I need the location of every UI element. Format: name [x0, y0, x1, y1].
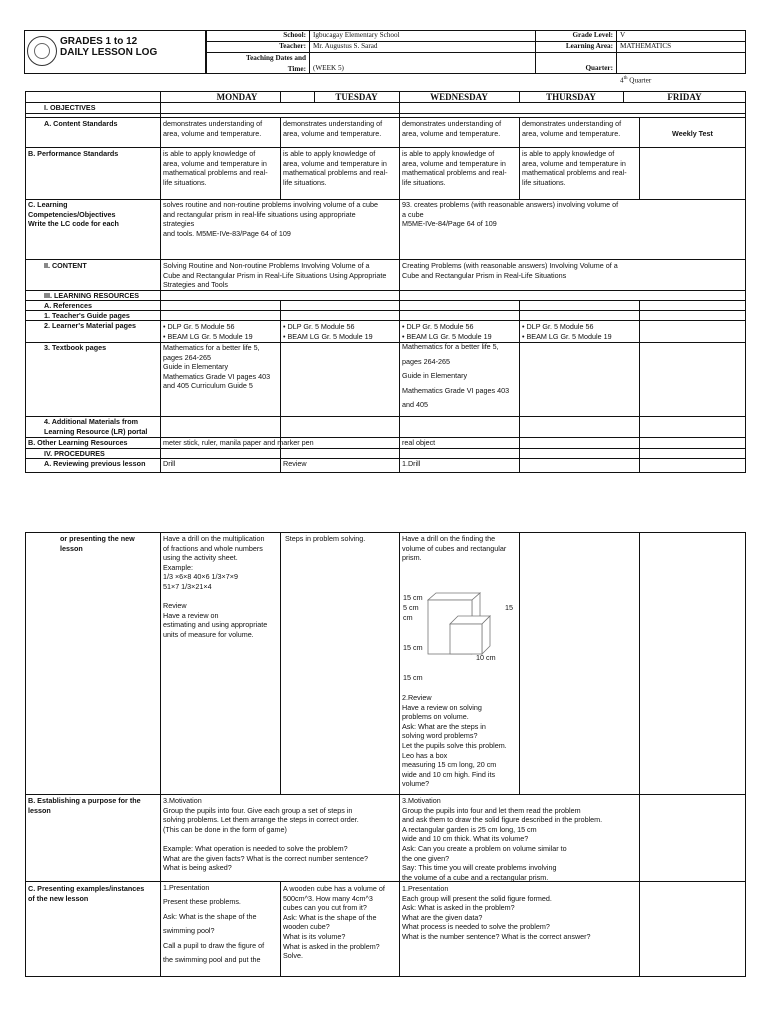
weekly-test: Weekly Test: [672, 129, 713, 138]
label-dates-time: Teaching Dates and Time:: [245, 54, 306, 73]
fig-label-5cm: 5 cm: [403, 603, 419, 612]
header-title-line1: GRADES 1 to 12: [60, 36, 138, 47]
label-quarter: Quarter:: [585, 64, 613, 72]
content-wednesday-thursday: Creating Problems (with reasonable answers) Involving Volume of a Cube and Rectangular Prism in Real-Life Situations: [402, 261, 618, 280]
purpose-monday-tuesday: 3.Motivation Group the pupils into four. Give each group a set of steps in solving problems. Let them arrange the steps in correct order. (This can be done in the form of game) Example: What operation is needed to solve the problem? What are the given facts? What is the correct number sentence? What is being asked?: [163, 796, 368, 873]
review-wednesday: 1.Drill: [402, 459, 421, 468]
value-quarter: 4th Quarter: [620, 75, 652, 84]
other-wednesday: real object: [402, 438, 436, 447]
label-grade-level: Grade Level:: [572, 31, 613, 39]
fig-label-cm: cm: [403, 613, 413, 622]
row-objectives: I. OBJECTIVES: [44, 103, 96, 112]
fig-label-15cm-top: 15 cm: [403, 593, 423, 602]
value-grade-level: V: [620, 31, 626, 39]
label-school: School:: [283, 31, 306, 39]
performance-wednesday: is able to apply knowledge of area, volume and temperature in mathematical problems and real- life situations.: [402, 149, 507, 187]
lm-monday: • DLP Gr. 5 Module 56 • BEAM LG Gr. 5 Module 19: [163, 322, 253, 341]
row-presenting-examples: C. Presenting examples/instances of the new lesson: [28, 884, 145, 903]
row-teachers-guide: 1. Teacher's Guide pages: [44, 311, 130, 320]
lm-tuesday: • DLP Gr. 5 Module 56 • BEAM LG Gr. 5 Module 19: [283, 322, 373, 341]
content-standards-thursday: demonstrates understanding of area, volume and temperature.: [522, 119, 622, 138]
solid-figure-icon: [420, 590, 500, 660]
row-procedures: IV. PROCEDURES: [44, 449, 105, 458]
performance-tuesday: is able to apply knowledge of area, volume and temperature in mathematical problems and real- life situations.: [283, 149, 388, 187]
row-presenting-cont: or presenting the new lesson: [60, 534, 135, 553]
lesson-table-2: [25, 532, 746, 977]
examples-monday: 1.Presentation Present these problems. Ask: What is the shape of the swimming pool? Call a pupil to draw the figure of the swimming pool and put the: [163, 883, 265, 965]
review-tuesday: Review: [283, 459, 307, 468]
review-monday: Drill: [163, 459, 176, 468]
day-header-thursday: THURSDAY: [546, 92, 596, 102]
fig-label-15cm-bottom: 15 cm: [403, 673, 423, 682]
day-header-tuesday: TUESDAY: [335, 92, 378, 102]
textbook-monday: Mathematics for a better life 5, pages 264-265 Guide in Elementary Mathematics Grade VI pages 403 and 405 Curriculum Guide 5: [163, 343, 271, 391]
other-monday: meter stick, ruler, manila paper and marker pen: [163, 438, 314, 447]
row-learners-material: 2. Learner's Material pages: [44, 321, 136, 330]
row-other-resources: B. Other Learning Resources: [28, 438, 128, 447]
day-header-wednesday: WEDNESDAY: [430, 92, 488, 102]
value-school: Igbucagay Elementary School: [313, 31, 400, 39]
label-teacher: Teacher:: [279, 42, 306, 50]
day-header-monday: MONDAY: [216, 92, 258, 102]
fig-label-15cm-mid: 15 cm: [403, 643, 423, 652]
performance-thursday: is able to apply knowledge of area, volume and temperature in mathematical problems and real- life situations.: [522, 149, 627, 187]
deped-seal-icon: [27, 36, 57, 66]
row-learning-resources: III. LEARNING RESOURCES: [44, 291, 140, 300]
fig-label-15-right: 15: [505, 603, 513, 612]
label-learning-area: Learning Area:: [565, 42, 613, 50]
row-content: II. CONTENT: [44, 261, 87, 270]
row-establishing-purpose: B. Establishing a purpose for the lesson: [28, 796, 141, 815]
row-learning-competencies: C. Learning Competencies/Objectives Write the LC code for each: [28, 200, 119, 229]
performance-monday: is able to apply knowledge of area, volume and temperature in mathematical problems and real- life situations.: [163, 149, 268, 187]
textbook-wednesday: Mathematics for a better life 5, pages 264-265 Guide in Elementary Mathematics Grade VI pages 403 and 405: [402, 342, 510, 410]
header-title-line2: DAILY LESSON LOG: [60, 47, 158, 58]
lc-wednesday-thursday: 93. creates problems (with reasonable answers) involving volume of a cube M5ME-IVe-84/Page 64 of 109: [402, 200, 619, 229]
row-textbook: 3. Textbook pages: [44, 343, 107, 352]
row-reviewing: A. Reviewing previous lesson: [44, 459, 146, 468]
row-content-standards: A. Content Standards: [44, 119, 118, 128]
content-standards-tuesday: demonstrates understanding of area, volume and temperature.: [283, 119, 383, 138]
drill-monday: Have a drill on the multiplication of fractions and whole numbers using the activity sheet. Example: 1/3 ×6×8 40×6 1/3×7×9 51×7 1/3×21×4 Review Have a review on estimating and using appropriate units of measure for volume.: [163, 534, 268, 639]
content-monday-tuesday: Solving Routine and Non-routine Problems Involving Volume of a Cube and Rectangular Prism in Real-Life Situations Using Appropriate Strategies and Tools: [163, 261, 387, 290]
value-learning-area: MATHEMATICS: [620, 42, 672, 50]
purpose-wednesday-thursday: 3.Motivation Group the pupils into four and let them read the problem and ask them to draw the solid figure described in the problem. A rectangular garden is 25 cm long, 15 cm wide and 10 cm thick. What its volume? Ask: Can you create a problem on volume similar to the one given? Say: This time you will create problems involving the volume of a cube and a rectangular prism.: [402, 796, 603, 882]
fig-label-10cm: 10 cm: [476, 653, 496, 662]
steps-tuesday: Steps in problem solving.: [285, 534, 366, 543]
lm-wednesday: • DLP Gr. 5 Module 56 • BEAM LG Gr. 5 Module 19: [402, 322, 492, 341]
examples-tuesday: A wooden cube has a volume of 500cm^3. How many 4cm^3 cubes can you cut from it? Ask: What is the shape of the wooden cube? What is its volume? What is asked in the problem? Solve.: [283, 884, 385, 961]
row-performance-standards: B. Performance Standards: [28, 149, 119, 158]
lc-monday-tuesday: solves routine and non-routine problems involving volume of a cube and rectangular prism in real-life situations using appropriate strategies and tools. M5ME-IVe-83/Page 64 of 109: [163, 200, 378, 238]
content-standards-monday: demonstrates understanding of area, volume and temperature.: [163, 119, 263, 138]
value-teacher: Mr. Augustus S. Sarad: [313, 42, 378, 50]
content-standards-wednesday: demonstrates understanding of area, volume and temperature.: [402, 119, 502, 138]
review-wednesday-p2: 2.Review Have a review on solving problems on volume. Ask: What are the steps in solving word problems? Let the pupils solve this problem. Leo has a box measuring 15 cm long, 20 cm wide and 10 cm high. Find its volume?: [402, 693, 507, 789]
drill-wednesday: Have a drill on the finding the volume of cubes and rectangular prism.: [402, 534, 507, 563]
lm-thursday: • DLP Gr. 5 Module 56 • BEAM LG Gr. 5 Module 19: [522, 322, 612, 341]
examples-wednesday-thursday: 1.Presentation Each group will present the solid figure formed. Ask: What is asked in the problem? What are the given data? What process is needed to solve the problem? What is the number sentence? What is the correct answer?: [402, 884, 591, 941]
value-dates-time: (WEEK 5): [313, 64, 344, 72]
day-header-friday: FRIDAY: [667, 92, 702, 102]
row-references: A. References: [44, 301, 92, 310]
row-additional-materials: 4. Additional Materials from Learning Resource (LR) portal: [44, 417, 148, 436]
